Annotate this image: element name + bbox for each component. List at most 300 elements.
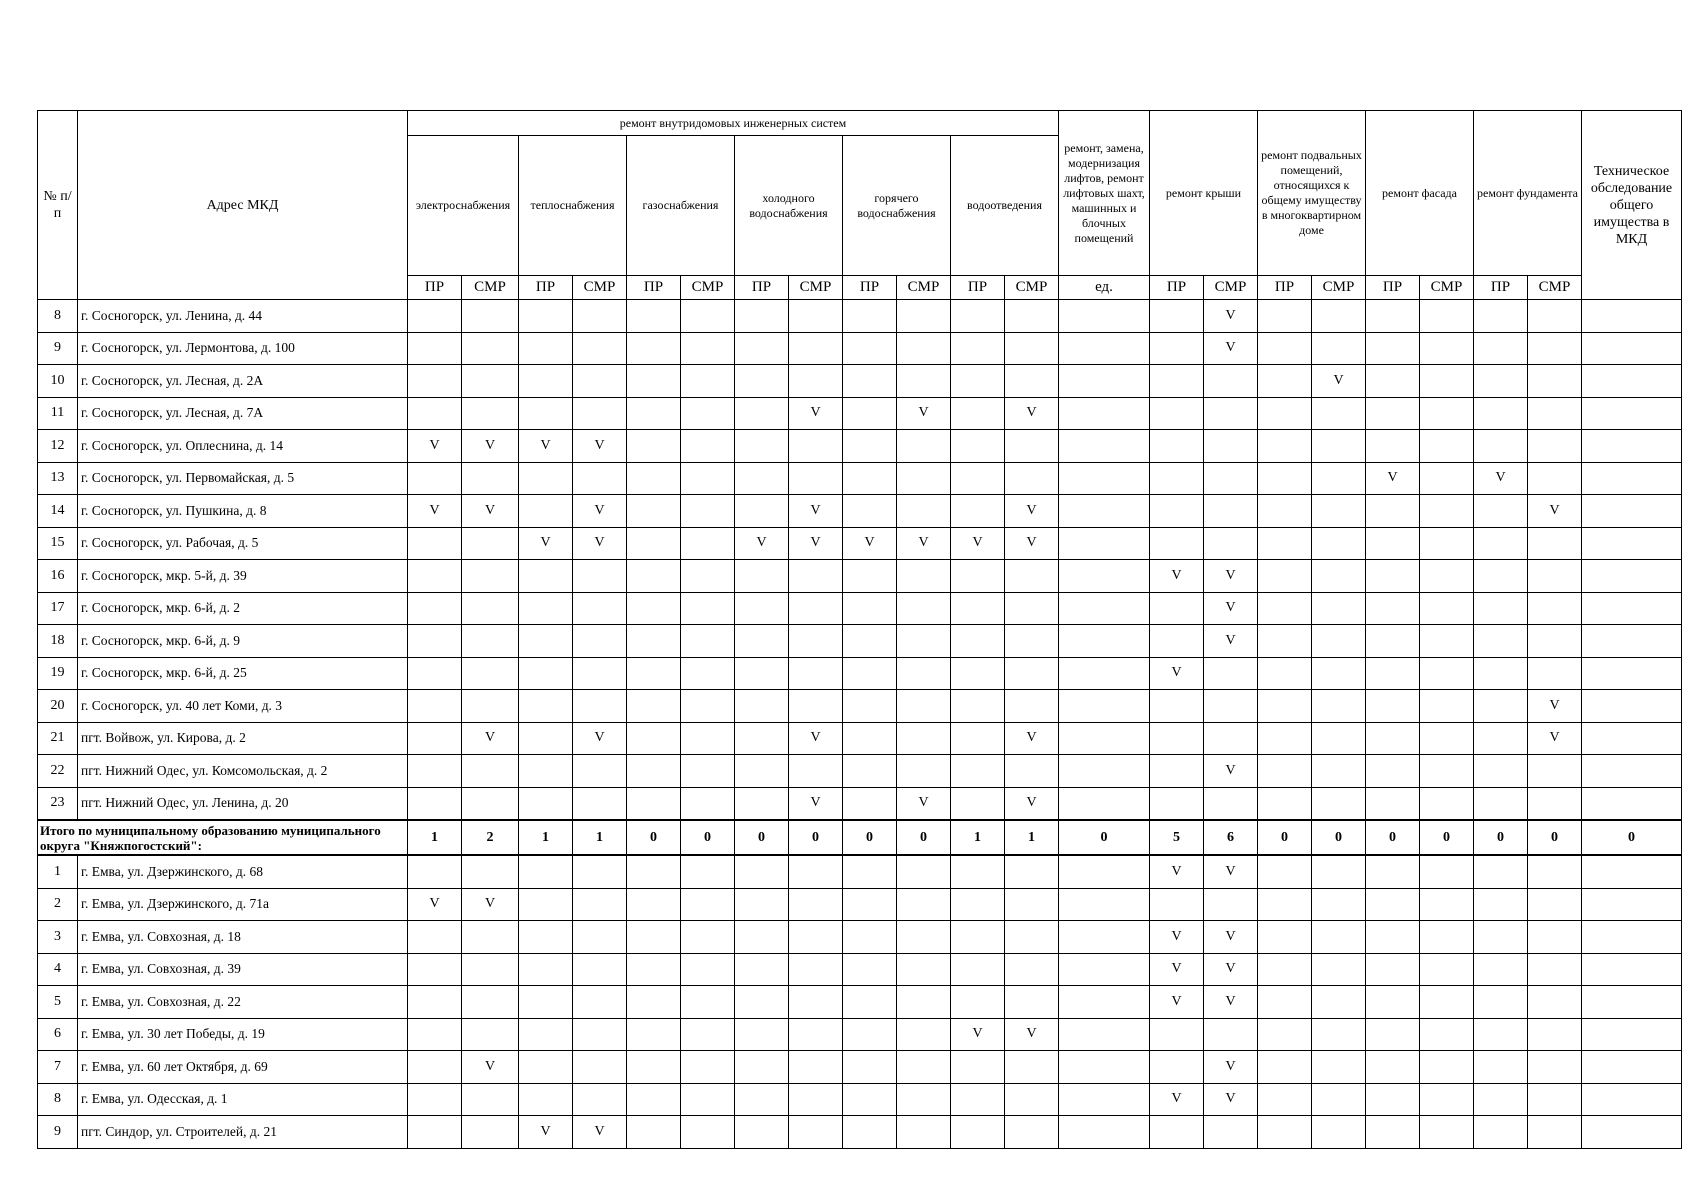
mark-cell — [1204, 787, 1258, 820]
mark-cell — [627, 953, 681, 986]
row-number: 10 — [38, 365, 78, 398]
total-value: 6 — [1204, 820, 1258, 855]
mark-cell: V — [1204, 560, 1258, 593]
mark-cell — [573, 592, 627, 625]
row-number: 5 — [38, 986, 78, 1019]
mark-cell — [1420, 690, 1474, 723]
mark-cell — [681, 953, 735, 986]
mark-cell — [1474, 527, 1528, 560]
mark-cell — [735, 921, 789, 954]
mark-cell: V — [951, 1018, 1005, 1051]
mark-cell — [627, 888, 681, 921]
mark-cell — [1582, 888, 1682, 921]
mark-cell — [1204, 462, 1258, 495]
mark-cell — [1474, 592, 1528, 625]
mark-cell — [408, 690, 462, 723]
row-number: 2 — [38, 888, 78, 921]
mark-cell — [1204, 1116, 1258, 1149]
mark-cell: V — [1005, 527, 1059, 560]
mark-cell — [1528, 1116, 1582, 1149]
mark-cell — [1258, 888, 1312, 921]
mark-cell — [627, 527, 681, 560]
mark-cell — [735, 625, 789, 658]
mark-cell — [519, 722, 573, 755]
mark-cell — [1312, 755, 1366, 788]
mark-cell: V — [1312, 365, 1366, 398]
mark-cell — [1059, 953, 1150, 986]
mark-cell — [1150, 592, 1204, 625]
mark-cell — [789, 953, 843, 986]
mark-cell — [1059, 1051, 1150, 1084]
mark-cell — [408, 986, 462, 1019]
mark-cell — [1420, 855, 1474, 888]
row-number: 8 — [38, 300, 78, 333]
table-row — [38, 527, 1682, 560]
mark-cell — [897, 495, 951, 528]
mark-cell — [1582, 986, 1682, 1019]
mark-cell — [843, 888, 897, 921]
total-value: 0 — [789, 820, 843, 855]
mark-cell — [789, 888, 843, 921]
mark-cell — [519, 921, 573, 954]
mark-cell: V — [1204, 332, 1258, 365]
mark-cell — [519, 787, 573, 820]
mark-cell — [1312, 397, 1366, 430]
mark-cell — [1150, 625, 1204, 658]
mark-cell — [1420, 1018, 1474, 1051]
table-row — [38, 755, 1682, 788]
table-row — [38, 1116, 1682, 1149]
mark-cell — [1059, 332, 1150, 365]
mark-cell — [1528, 855, 1582, 888]
mark-cell — [1005, 625, 1059, 658]
mark-cell — [1258, 953, 1312, 986]
table-body — [38, 300, 1682, 1149]
mark-cell — [1420, 657, 1474, 690]
mark-cell — [1366, 986, 1420, 1019]
row-number: 4 — [38, 953, 78, 986]
mark-cell — [897, 953, 951, 986]
mark-cell: V — [1150, 657, 1204, 690]
mark-cell — [897, 1083, 951, 1116]
header-group-cold-water: холодного водоснабжения — [735, 136, 843, 276]
mark-cell: V — [1204, 855, 1258, 888]
mark-cell — [1366, 1116, 1420, 1149]
mark-cell — [897, 657, 951, 690]
mark-cell — [1366, 1018, 1420, 1051]
mark-cell — [1366, 1051, 1420, 1084]
mark-cell — [627, 921, 681, 954]
mark-cell — [681, 1116, 735, 1149]
mark-cell: V — [408, 430, 462, 463]
mark-cell — [681, 986, 735, 1019]
sub-header-pr: ПР — [1258, 276, 1312, 300]
mark-cell: V — [1204, 953, 1258, 986]
header-group-electric: электроснабжения — [408, 136, 519, 276]
mark-cell — [462, 300, 519, 333]
mark-cell — [1312, 560, 1366, 593]
mark-cell — [951, 888, 1005, 921]
mark-cell — [1059, 755, 1150, 788]
mark-cell — [951, 690, 1005, 723]
mark-cell — [1150, 690, 1204, 723]
total-value: 0 — [1258, 820, 1312, 855]
mark-cell — [1528, 657, 1582, 690]
table-row — [38, 953, 1682, 986]
sub-header-pr: ПР — [1366, 276, 1420, 300]
mark-cell — [519, 495, 573, 528]
mark-cell — [681, 722, 735, 755]
mark-cell — [1528, 300, 1582, 333]
mark-cell — [519, 300, 573, 333]
mark-cell — [1582, 953, 1682, 986]
header-foundation: ремонт фундамента — [1474, 111, 1582, 276]
mark-cell — [1312, 787, 1366, 820]
total-value: 1 — [408, 820, 462, 855]
repair-table — [37, 110, 1682, 1149]
table-row — [38, 1018, 1682, 1051]
mark-cell — [408, 1018, 462, 1051]
mark-cell — [735, 888, 789, 921]
total-value: 0 — [897, 820, 951, 855]
mark-cell — [897, 1116, 951, 1149]
mark-cell — [1204, 690, 1258, 723]
mark-cell — [1150, 332, 1204, 365]
mark-cell — [789, 1051, 843, 1084]
header-lifts: ремонт, замена, модернизация лифтов, ремонт лифтовых шахт, машинных и блочных помещений — [1059, 111, 1150, 276]
mark-cell — [627, 462, 681, 495]
mark-cell — [789, 657, 843, 690]
mark-cell: V — [1204, 755, 1258, 788]
mark-cell — [1420, 462, 1474, 495]
table-row — [38, 332, 1682, 365]
mark-cell — [789, 560, 843, 593]
mark-cell — [897, 722, 951, 755]
mark-cell — [897, 430, 951, 463]
mark-cell — [1474, 560, 1528, 593]
mark-cell — [462, 560, 519, 593]
mark-cell: V — [735, 527, 789, 560]
mark-cell — [681, 625, 735, 658]
row-number: 12 — [38, 430, 78, 463]
total-value: 0 — [1528, 820, 1582, 855]
mark-cell — [627, 755, 681, 788]
mark-cell — [789, 592, 843, 625]
table-row — [38, 1083, 1682, 1116]
mark-cell — [735, 1083, 789, 1116]
mark-cell — [1528, 1018, 1582, 1051]
mark-cell: V — [573, 495, 627, 528]
mark-cell: V — [462, 1051, 519, 1084]
table-row — [38, 855, 1682, 888]
mark-cell — [681, 888, 735, 921]
mark-cell — [1005, 953, 1059, 986]
mark-cell: V — [519, 1116, 573, 1149]
mark-cell — [1474, 300, 1528, 333]
mark-cell — [1474, 397, 1528, 430]
mark-cell — [1582, 462, 1682, 495]
table-row — [38, 397, 1682, 430]
mark-cell — [789, 690, 843, 723]
mark-cell — [1474, 690, 1528, 723]
mark-cell — [573, 300, 627, 333]
mark-cell — [1474, 722, 1528, 755]
mark-cell — [1474, 787, 1528, 820]
row-number: 15 — [38, 527, 78, 560]
row-address: г. Сосногорск, ул. Лесная, д. 7А — [78, 397, 408, 430]
mark-cell — [1258, 657, 1312, 690]
row-number: 9 — [38, 332, 78, 365]
mark-cell — [1258, 430, 1312, 463]
mark-cell — [735, 430, 789, 463]
mark-cell — [1204, 397, 1258, 430]
mark-cell — [735, 1051, 789, 1084]
mark-cell — [1059, 430, 1150, 463]
mark-cell — [408, 625, 462, 658]
row-address: г. Сосногорск, ул. Первомайская, д. 5 — [78, 462, 408, 495]
mark-cell: V — [1366, 462, 1420, 495]
mark-cell — [1582, 657, 1682, 690]
mark-cell: V — [519, 527, 573, 560]
mark-cell — [951, 755, 1005, 788]
mark-cell — [735, 592, 789, 625]
mark-cell: V — [1204, 300, 1258, 333]
mark-cell — [1312, 953, 1366, 986]
mark-cell — [735, 1018, 789, 1051]
mark-cell — [1150, 430, 1204, 463]
mark-cell — [1366, 592, 1420, 625]
header-num: № п/п — [38, 111, 78, 300]
mark-cell — [681, 592, 735, 625]
mark-cell — [735, 397, 789, 430]
row-number: 7 — [38, 1051, 78, 1084]
mark-cell — [1059, 560, 1150, 593]
mark-cell — [1366, 495, 1420, 528]
mark-cell — [951, 921, 1005, 954]
sub-header-smr: СМР — [1312, 276, 1366, 300]
mark-cell: V — [462, 722, 519, 755]
sub-header-pr: ПР — [627, 276, 681, 300]
row-address: г. Емва, ул. 60 лет Октября, д. 69 — [78, 1051, 408, 1084]
mark-cell — [789, 1083, 843, 1116]
header-group-gas: газоснабжения — [627, 136, 735, 276]
mark-cell — [843, 787, 897, 820]
total-value: 0 — [1366, 820, 1420, 855]
mark-cell — [1059, 592, 1150, 625]
mark-cell: V — [1005, 1018, 1059, 1051]
mark-cell — [1005, 560, 1059, 593]
mark-cell — [1474, 986, 1528, 1019]
sub-header-pr: ПР — [408, 276, 462, 300]
mark-cell — [627, 625, 681, 658]
mark-cell — [1582, 527, 1682, 560]
total-value: 1 — [951, 820, 1005, 855]
mark-cell — [1474, 1116, 1528, 1149]
mark-cell — [573, 560, 627, 593]
mark-cell — [573, 986, 627, 1019]
mark-cell: V — [843, 527, 897, 560]
mark-cell: V — [1528, 690, 1582, 723]
mark-cell — [789, 300, 843, 333]
mark-cell — [1258, 365, 1312, 398]
mark-cell — [1366, 430, 1420, 463]
row-address: г. Сосногорск, ул. Лермонтова, д. 100 — [78, 332, 408, 365]
mark-cell — [627, 332, 681, 365]
table-row — [38, 560, 1682, 593]
mark-cell — [462, 592, 519, 625]
mark-cell — [1366, 332, 1420, 365]
mark-cell — [1258, 332, 1312, 365]
table-row — [38, 300, 1682, 333]
mark-cell — [1059, 1116, 1150, 1149]
mark-cell — [951, 300, 1005, 333]
mark-cell — [1258, 592, 1312, 625]
mark-cell — [897, 986, 951, 1019]
mark-cell — [681, 560, 735, 593]
mark-cell — [1582, 592, 1682, 625]
mark-cell — [573, 397, 627, 430]
mark-cell — [1204, 495, 1258, 528]
table-row — [38, 462, 1682, 495]
mark-cell — [519, 657, 573, 690]
mark-cell — [627, 397, 681, 430]
row-address: г. Емва, ул. Дзержинского, д. 71а — [78, 888, 408, 921]
sub-header-smr: СМР — [789, 276, 843, 300]
mark-cell — [897, 1018, 951, 1051]
mark-cell — [1420, 787, 1474, 820]
row-address: г. Сосногорск, ул. Пушкина, д. 8 — [78, 495, 408, 528]
table-row — [38, 657, 1682, 690]
mark-cell — [1528, 953, 1582, 986]
total-value: 1 — [573, 820, 627, 855]
mark-cell — [1474, 657, 1528, 690]
mark-cell — [573, 365, 627, 398]
mark-cell — [1312, 921, 1366, 954]
mark-cell — [1420, 1083, 1474, 1116]
mark-cell — [573, 690, 627, 723]
mark-cell: V — [897, 397, 951, 430]
mark-cell — [1312, 1083, 1366, 1116]
mark-cell: V — [462, 430, 519, 463]
mark-cell — [843, 462, 897, 495]
mark-cell — [462, 1116, 519, 1149]
mark-cell — [462, 953, 519, 986]
mark-cell — [462, 855, 519, 888]
mark-cell — [1059, 921, 1150, 954]
mark-cell — [951, 495, 1005, 528]
mark-cell — [627, 592, 681, 625]
mark-cell — [1312, 1018, 1366, 1051]
row-address: г. Сосногорск, мкр. 6-й, д. 25 — [78, 657, 408, 690]
mark-cell — [1528, 430, 1582, 463]
mark-cell — [1005, 986, 1059, 1019]
mark-cell — [951, 787, 1005, 820]
row-address: г. Емва, ул. Совхозная, д. 39 — [78, 953, 408, 986]
mark-cell — [519, 625, 573, 658]
mark-cell — [843, 722, 897, 755]
mark-cell — [951, 397, 1005, 430]
table-row — [38, 430, 1682, 463]
mark-cell — [1366, 855, 1420, 888]
mark-cell — [1582, 332, 1682, 365]
sub-header-pr: ПР — [951, 276, 1005, 300]
mark-cell — [573, 888, 627, 921]
mark-cell: V — [1005, 397, 1059, 430]
total-value: 0 — [1059, 820, 1150, 855]
mark-cell: V — [462, 888, 519, 921]
mark-cell — [789, 1018, 843, 1051]
mark-cell — [519, 690, 573, 723]
mark-cell — [1528, 592, 1582, 625]
mark-cell — [843, 1116, 897, 1149]
mark-cell — [519, 755, 573, 788]
table-row — [38, 1051, 1682, 1084]
mark-cell — [408, 855, 462, 888]
mark-cell — [519, 1018, 573, 1051]
sub-header-pr: ПР — [519, 276, 573, 300]
mark-cell: V — [1005, 495, 1059, 528]
mark-cell — [573, 953, 627, 986]
mark-cell — [462, 1018, 519, 1051]
mark-cell — [1582, 495, 1682, 528]
mark-cell — [1582, 430, 1682, 463]
sub-header-pr: ПР — [1474, 276, 1528, 300]
row-number: 9 — [38, 1116, 78, 1149]
mark-cell — [1059, 527, 1150, 560]
mark-cell — [462, 365, 519, 398]
mark-cell — [897, 332, 951, 365]
mark-cell — [735, 855, 789, 888]
mark-cell — [681, 855, 735, 888]
mark-cell — [1005, 332, 1059, 365]
mark-cell — [843, 592, 897, 625]
mark-cell — [951, 953, 1005, 986]
mark-cell — [1059, 722, 1150, 755]
mark-cell — [1474, 365, 1528, 398]
mark-cell — [1420, 430, 1474, 463]
mark-cell — [681, 332, 735, 365]
mark-cell — [1366, 560, 1420, 593]
mark-cell — [897, 300, 951, 333]
mark-cell — [735, 300, 789, 333]
mark-cell: V — [1204, 1083, 1258, 1116]
mark-cell — [1005, 690, 1059, 723]
mark-cell: V — [1204, 986, 1258, 1019]
mark-cell — [519, 462, 573, 495]
row-number: 17 — [38, 592, 78, 625]
mark-cell — [1582, 560, 1682, 593]
mark-cell — [627, 1051, 681, 1084]
mark-cell — [1005, 462, 1059, 495]
mark-cell — [1528, 462, 1582, 495]
row-address: г. Сосногорск, мкр. 5-й, д. 39 — [78, 560, 408, 593]
mark-cell — [627, 722, 681, 755]
header-address: Адрес МКД — [78, 111, 408, 300]
mark-cell — [408, 1051, 462, 1084]
mark-cell — [735, 332, 789, 365]
mark-cell — [951, 462, 1005, 495]
mark-cell: V — [408, 495, 462, 528]
mark-cell — [519, 332, 573, 365]
mark-cell — [519, 1083, 573, 1116]
mark-cell — [1420, 560, 1474, 593]
mark-cell — [1005, 657, 1059, 690]
mark-cell — [1059, 888, 1150, 921]
mark-cell — [1582, 300, 1682, 333]
mark-cell — [1474, 430, 1528, 463]
mark-cell: V — [1474, 462, 1528, 495]
mark-cell — [681, 755, 735, 788]
